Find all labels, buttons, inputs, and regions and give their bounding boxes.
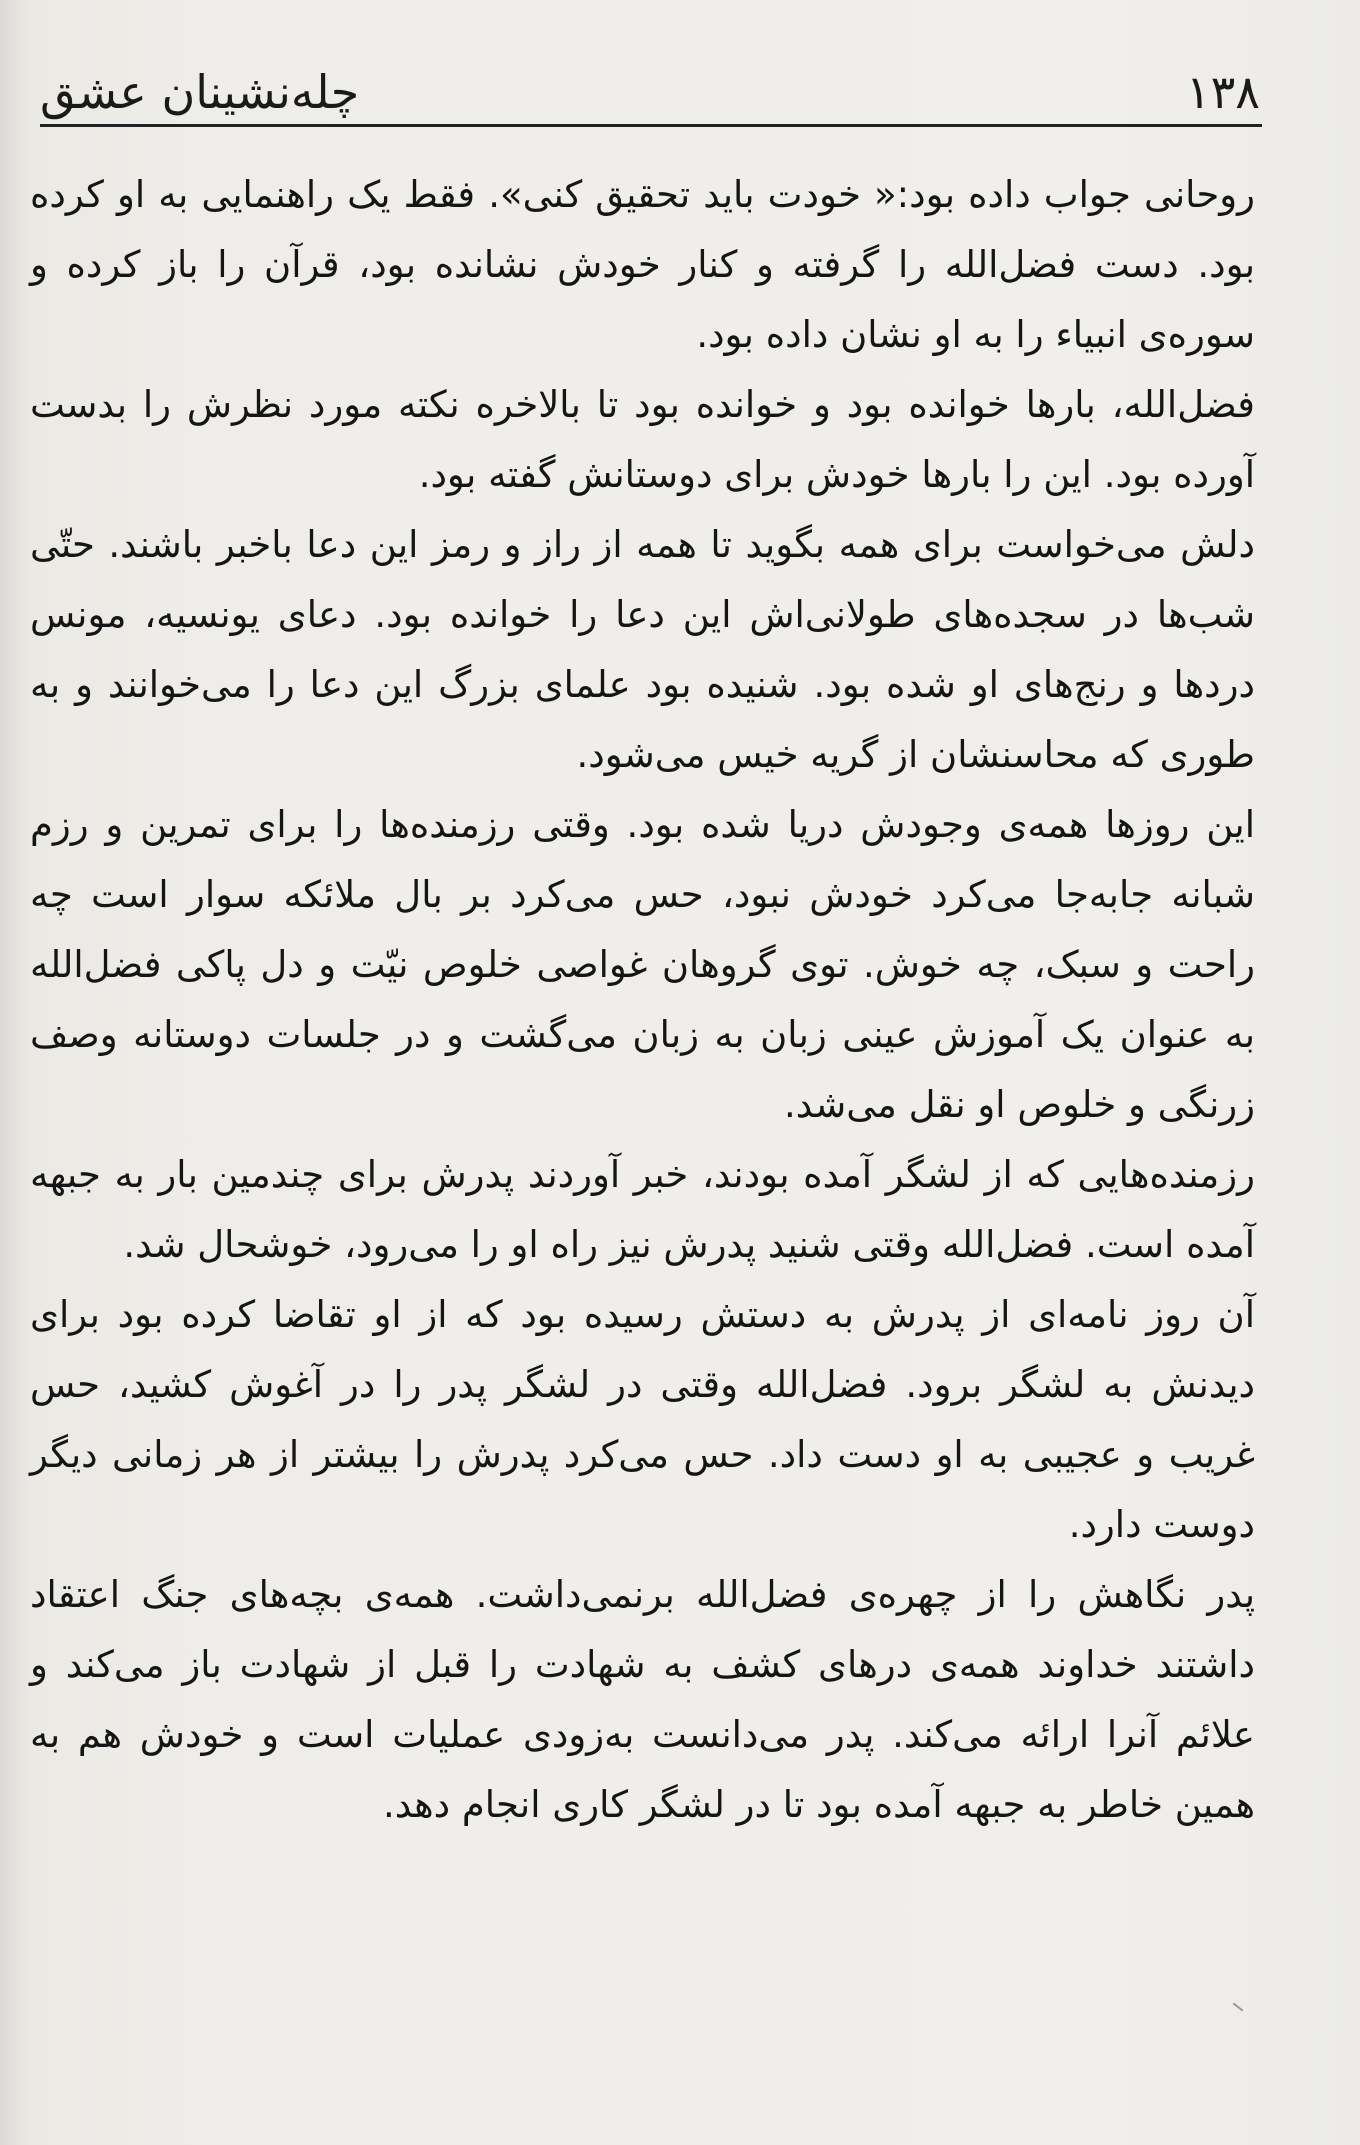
header-rule <box>40 124 1262 127</box>
paragraph-4: این روزها همه‌ی وجودش دریا شده بود. وقتی رزمنده‌ها را برای تمرین و رزم شبانه جابه‌جا می‌کرد خودش نبود، حس می‌کرد بر بال ملائکه سوار است چه راحت و سبک، چه خوش. توی گروهان غواصی خلوص نیّت و دل پاکی فضل‌الله به عنوان یک آموزش عینی زبان به زبان می‌گشت و در جلسات دوستانه وصف زرنگی و خلوص او نقل می‌شد. <box>30 803 1255 1126</box>
body-text <box>30 160 1255 1840</box>
page-number: ۱۳۸ <box>1185 65 1260 119</box>
paragraph-3: دلش می‌خواست برای همه بگوید تا همه از راز و رمز این دعا باخبر باشند. حتّی شب‌ها در سجده‌های طولانی‌اش این دعا را خوانده بود. دعای یونسیه، مونس دردها و رنج‌های او شده بود. شنیده بود علمای بزرگ این دعا را می‌خوانند و به طوری که محاسنشان از گریه خیس می‌شود. <box>30 523 1255 776</box>
paragraph-6: آن روز نامه‌ای از پدرش به دستش رسیده بود که از او تقاضا کرده بود برای دیدنش به لشگر برود. فضل‌الله وقتی در لشگر پدر را در آغوش کشید، حس غریب و عجیبی به او دست داد. حس می‌کرد پدرش را بیشتر از هر زمانی دیگر دوست دارد. <box>30 1293 1255 1546</box>
paragraph-5: رزمنده‌هایی که از لشگر آمده بودند، خبر آوردند پدرش برای چندمین بار به جبهه آمده است. فضل‌الله وقتی شنید پدرش نیز راه او را می‌رود، خوشحال شد. <box>30 1153 1255 1266</box>
paragraph-2: فضل‌الله، بارها خوانده بود و خوانده بود تا بالاخره نکته مورد نظرش را بدست آورده بود. این را بارها خودش برای دوستانش گفته بود. <box>30 383 1255 496</box>
page-header <box>40 62 1260 122</box>
paragraph-1: روحانی جواب داده بود:« خودت باید تحقیق کنی». فقط یک راهنمایی به او کرده بود. دست فضل‌الله را گرفته و کنار خودش نشانده بود، قرآن را باز کرده و سوره‌ی انبیاء را به او نشان داده بود. <box>30 173 1255 356</box>
margin-mark <box>1233 2003 1244 2012</box>
book-title: چله‌نشینان عشق <box>40 65 360 119</box>
paragraph-7: پدر نگاهش را از چهره‌ی فضل‌الله برنمی‌داشت. همه‌ی بچه‌های جنگ اعتقاد داشتند خداوند همه‌ی درهای کشف به شهادت را قبل از شهادت باز می‌کند و علائم آنرا ارائه می‌کند. پدر می‌دانست به‌زودی عملیات است و خودش هم به همین خاطر به جبهه آمده بود تا در لشگر کاری انجام دهد. <box>30 1573 1255 1826</box>
